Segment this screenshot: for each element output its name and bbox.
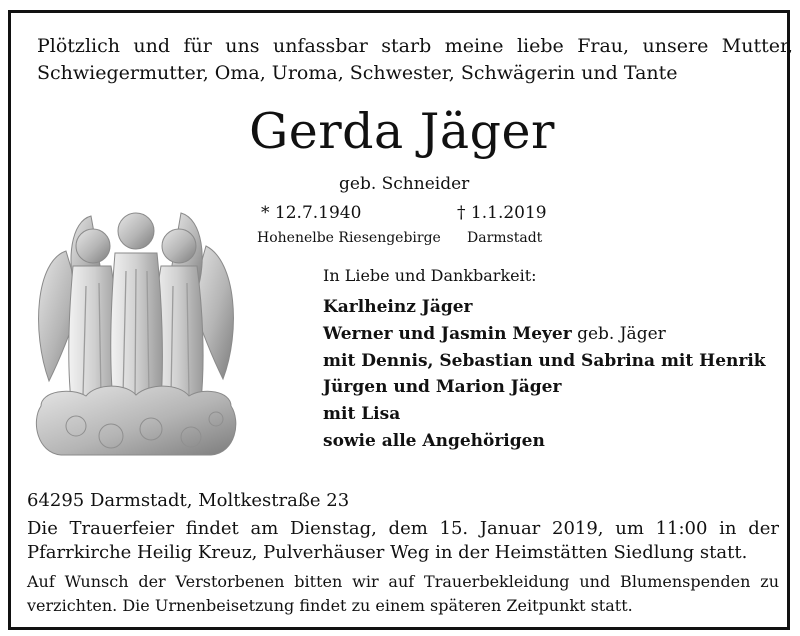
death-place: Darmstadt	[467, 230, 543, 246]
mourner-line: mit Dennis, Sebastian und Sabrina mit Henrik	[323, 350, 766, 371]
service-line-1: Die Trauerfeier findet am Dienstag, dem 15. Januar 2019, um 11:00 in der	[27, 518, 779, 539]
request-line-1: Auf Wunsch der Verstorbenen bitten wir auf Trauerbekleidung und Blumenspenden zu	[27, 572, 779, 591]
mourner-line: mit Lisa	[323, 404, 401, 425]
obituary-notice	[8, 10, 793, 630]
mourner-line: sowie alle Angehörigen	[323, 430, 545, 451]
intro-text	[37, 33, 793, 87]
service-line-2: Pfarrkirche Heilig Kreuz, Pulverhäuser Weg in der Heimstätten Siedlung statt.	[27, 542, 748, 563]
intro-line-2: Schwiegermutter, Oma, Uroma, Schwester, Schwägerin und Tante	[37, 62, 678, 84]
birth-place: Hohenelbe Riesengebirge	[257, 230, 441, 246]
death-date: † 1.1.2019	[457, 203, 547, 223]
angel-figurine-icon	[31, 191, 241, 459]
maiden-name: geb. Schneider	[339, 174, 470, 194]
birth-date: * 12.7.1940	[261, 203, 362, 223]
family-address: 64295 Darmstadt, Moltkestraße 23	[27, 490, 350, 511]
mourner-line: Jürgen und Marion Jäger	[323, 377, 562, 398]
request-line-2: verzichten. Die Urnenbeisetzung findet zu einem späteren Zeitpunkt statt.	[27, 596, 633, 615]
family-request	[27, 570, 779, 618]
mourners-list	[323, 294, 783, 455]
mourners-heading: In Liebe und Dankbarkeit:	[323, 266, 537, 285]
funeral-service-info	[27, 517, 779, 565]
intro-line-1: Plötzlich und für uns unfassbar starb meine liebe Frau, unsere Mutter,	[37, 35, 793, 57]
mourner-line: Werner und Jasmin Meyer geb. Jäger	[323, 323, 666, 344]
deceased-name: Gerda Jäger	[249, 103, 555, 160]
mourner-line: Karlheinz Jäger	[323, 297, 473, 317]
